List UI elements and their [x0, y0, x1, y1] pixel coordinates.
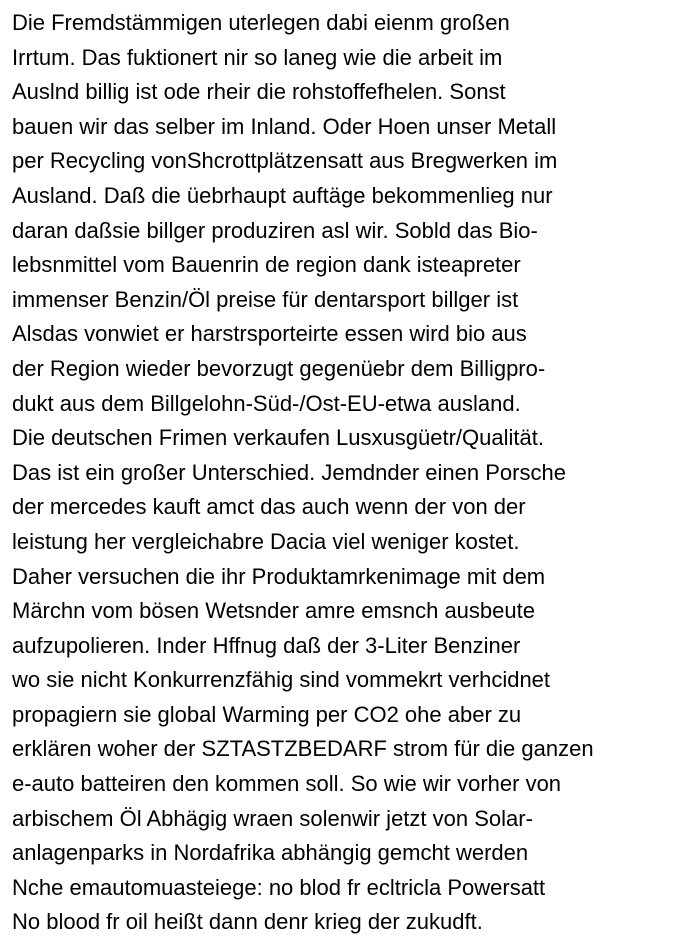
text-line: e-auto batteiren den kommen soll. So wie wir vorher von	[12, 771, 562, 797]
text-line: immenser Benzin/Öl preise für dentarsport billger ist	[12, 286, 519, 312]
text-line: Märchn vom bösen Wetsnder amre emsnch ausbeute	[12, 598, 535, 624]
text-line: Auslnd billig ist ode rheir die rohstoffefhelen. Sonst	[12, 79, 506, 105]
text-line: aufzupolieren. Inder Hffnug daß der 3-Liter Benziner	[12, 632, 521, 658]
text-line: Das ist ein großer Unterschied. Jemdnder einen Porsche	[12, 459, 566, 485]
text-line: daran daßsie billger produziren asl wir. Sobld das Bio-	[12, 217, 538, 243]
document-page	[12, 0, 680, 940]
text-line: propagiern sie global Warming per CO2 ohe aber zu	[12, 701, 522, 727]
text-line: Alsdas vonwiet er harstrsporteirte essen wird bio aus	[12, 321, 527, 347]
text-line: leistung her vergleichabre Dacia viel weniger kostet.	[12, 528, 520, 554]
text-line: bauen wir das selber im Inland. Oder Hoen unser Metall	[12, 113, 557, 139]
text-line: anlagenparks in Nordafrika abhängig gemcht werden	[12, 840, 529, 866]
text-line: Daher versuchen die ihr Produktamrkenimage mit dem	[12, 563, 546, 589]
text-line: wo sie nicht Konkurrenzfähig sind vommekrt verhcidnet	[12, 667, 551, 693]
text-line: per Recycling vonShcrottplätzensatt aus Bregwerken im	[12, 148, 558, 174]
text-line: lebsnmittel vom Bauenrin de region dank isteapreter	[12, 252, 521, 278]
document-text	[12, 6, 594, 940]
text-line: der Region wieder bevorzugt gegenüebr dem Billigpro-	[12, 355, 546, 381]
text-line: Die Fremdstämmigen uterlegen dabi eienm großen	[12, 10, 510, 35]
text-line: erklären woher der SZTASTZBEDARF strom für die ganzen	[12, 736, 594, 762]
text-line: arbischem Öl Abhägig wraen solenwir jetzt von Solar-	[12, 805, 533, 831]
text-line: Nche emautomuasteiege: no blod fr ecltricla Powersatt	[12, 874, 546, 900]
text-line: Die deutschen Frimen verkaufen Lusxusgüetr/Qualität.	[12, 425, 544, 451]
text-line: der mercedes kauft amct das auch wenn der von der	[12, 494, 526, 520]
text-line: dukt aus dem Billgelohn-Süd-/Ost-EU-etwa ausland.	[12, 390, 521, 416]
text-line: No blood fr oil heißt dann denr krieg der zukudft.	[12, 909, 483, 935]
text-line: Irrtum. Das fuktionert nir so laneg wie die arbeit im	[12, 44, 503, 70]
text-line: Ausland. Daß die üebrhaupt auftäge bekommenlieg nur	[12, 182, 553, 208]
